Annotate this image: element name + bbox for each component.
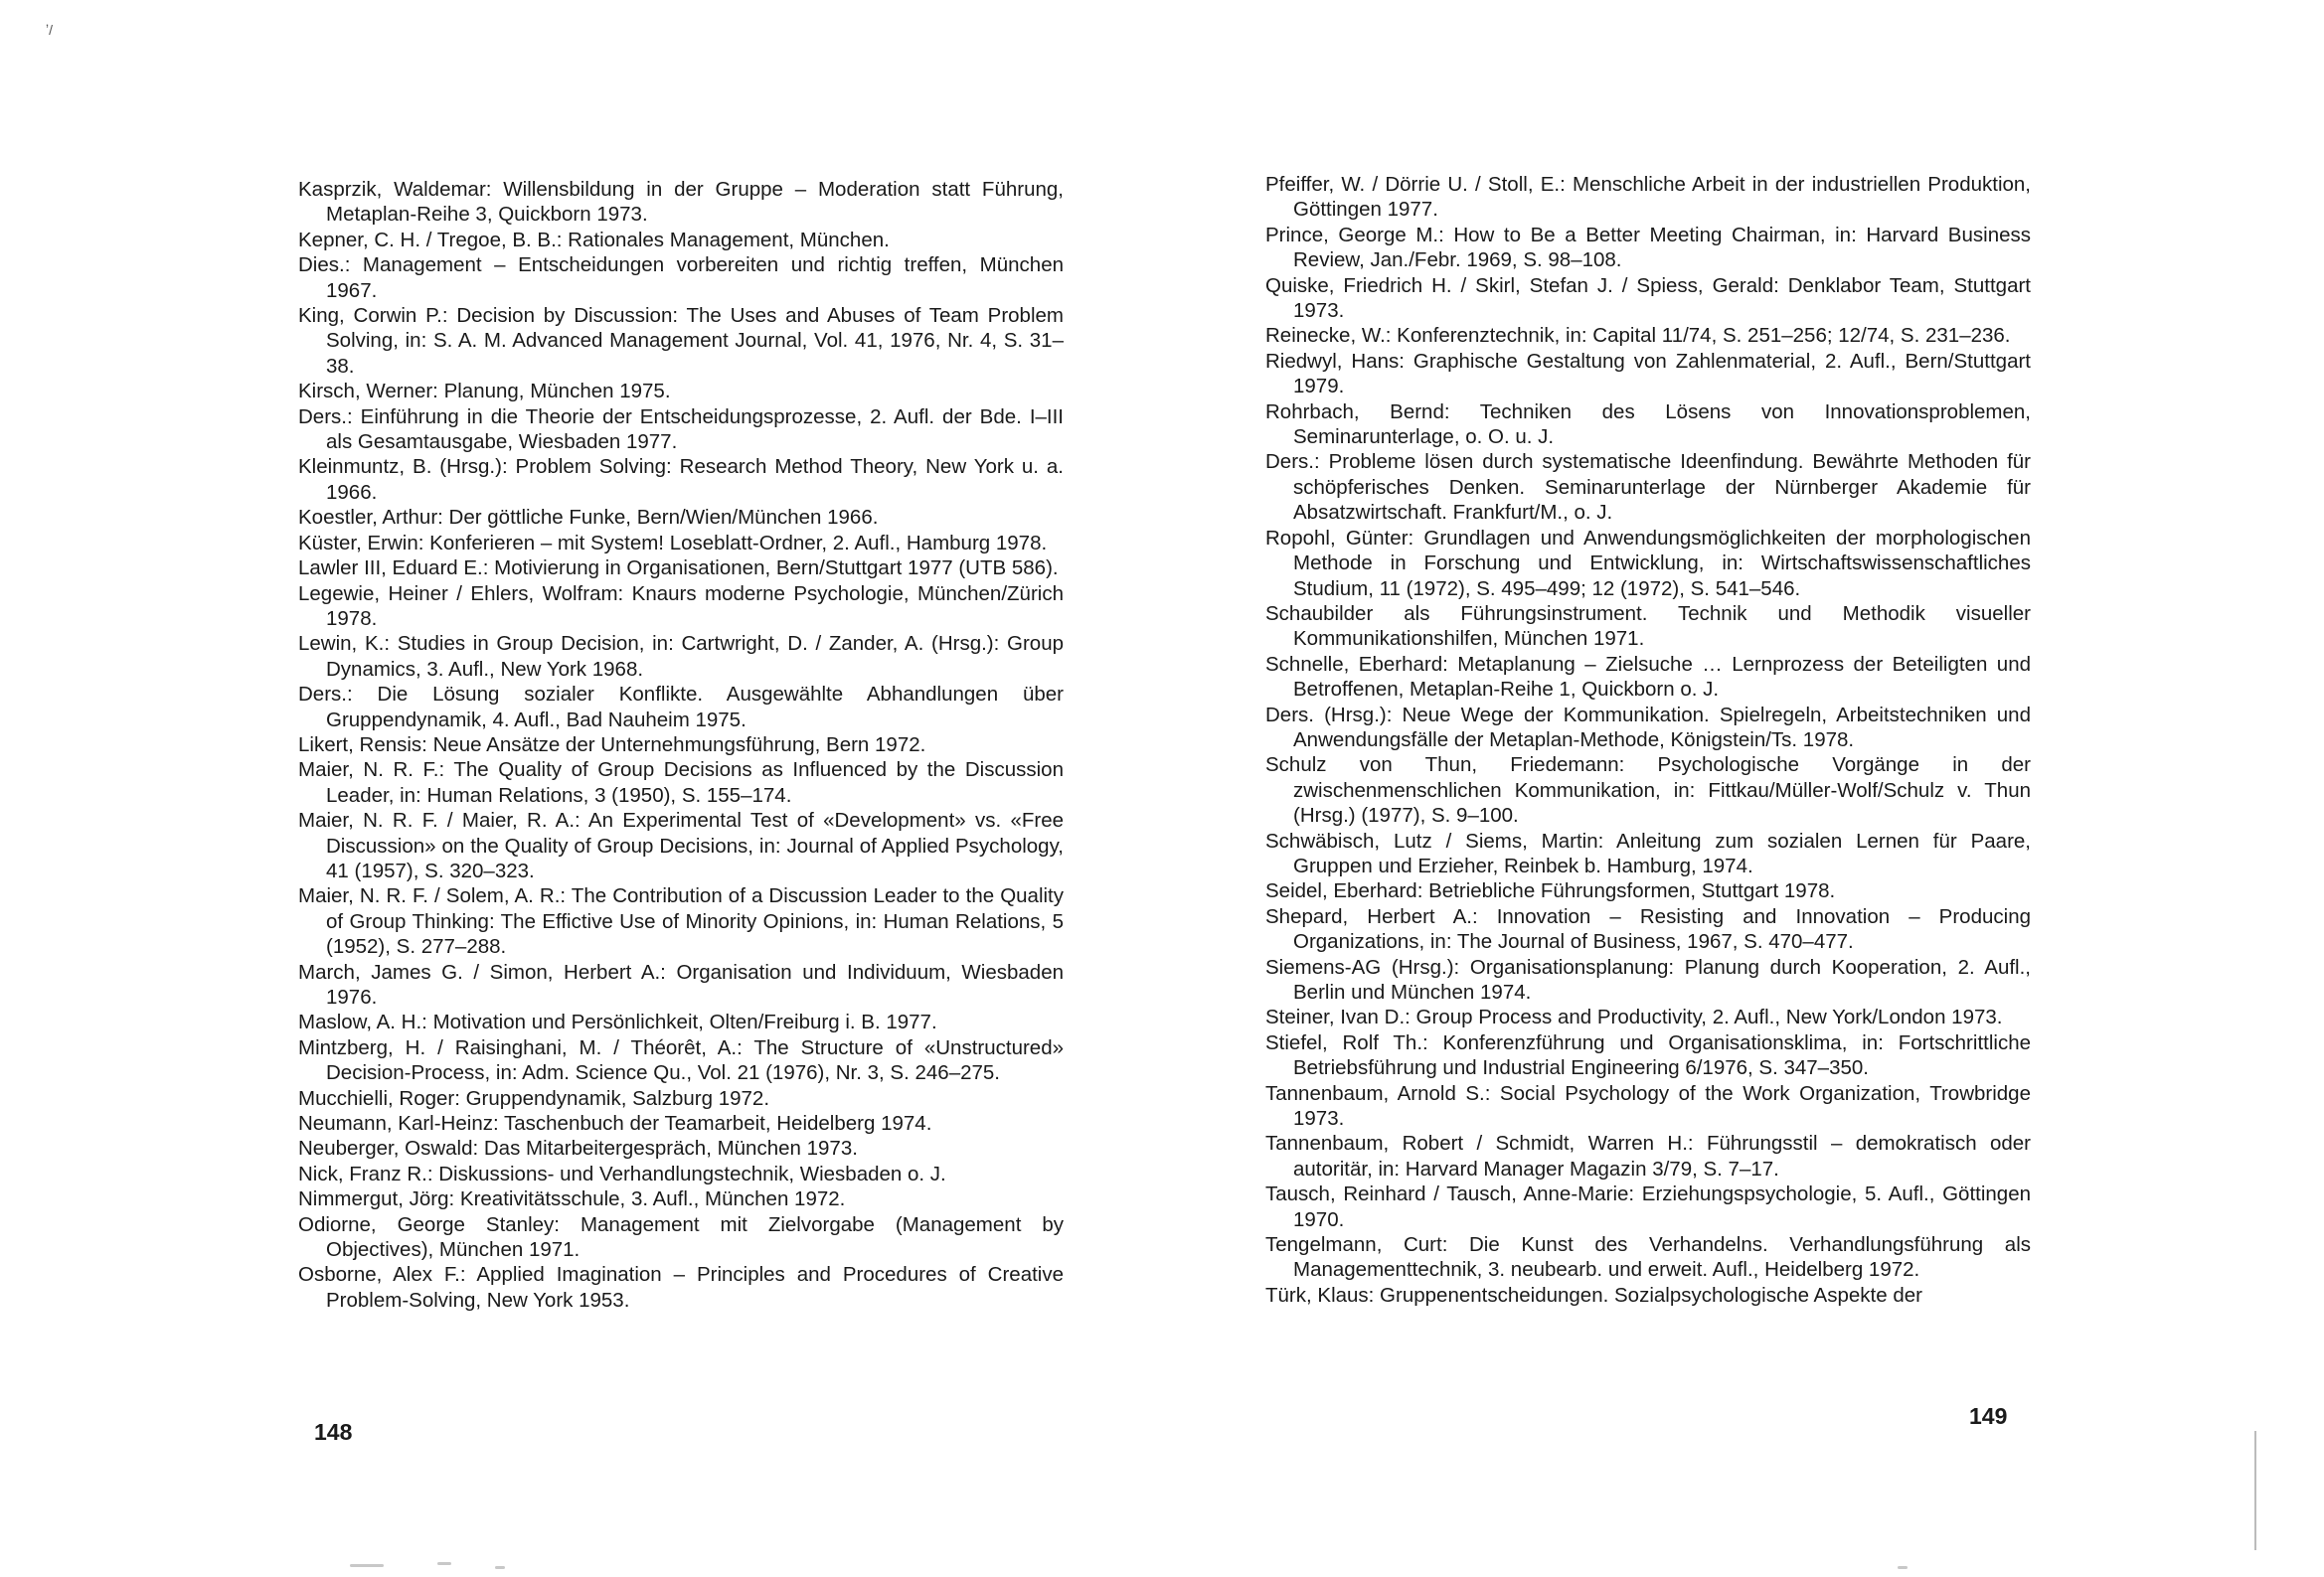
bibliography-entry: Türk, Klaus: Gruppenentscheidungen. Sozialpsychologische Aspekte der (1265, 1283, 1922, 1307)
bibliography-entry: Kleinmuntz, B. (Hrsg.): Problem Solving: Research Method Theory, New York u. a. 1966. (298, 455, 1064, 504)
bibliography-entry: Dies.: Management – Entscheidungen vorbereiten und richtig treffen, München 1967. (298, 253, 1064, 302)
bibliography-entry: Prince, George M.: How to Be a Better Meeting Chairman, in: Harvard Business Review, Jan./Febr. 1969, S. 98–108. (1265, 223, 2031, 272)
bibliography-entry: Likert, Rensis: Neue Ansätze der Unternehmungsführung, Bern 1972. (298, 732, 926, 756)
bibliography-entry: Quiske, Friedrich H. / Skirl, Stefan J. / Spiess, Gerald: Denklabor Team, Stuttgart 1973. (1265, 273, 2031, 323)
bibliography-entry: Stiefel, Rolf Th.: Konferenzführung und Organisationsklima, in: Fortschrittliche Betriebsführung und Industrial Engineering 6/1976, S. 347–350. (1265, 1030, 2031, 1080)
scan-edge-mark (2254, 1431, 2256, 1550)
bibliography-entry: Küster, Erwin: Konferieren – mit System! Loseblatt-Ordner, 2. Aufl., Hamburg 1978. (298, 531, 1048, 554)
bibliography-entry: Lawler III, Eduard E.: Motivierung in Organisationen, Bern/Stuttgart 1977 (UTB 586). (298, 556, 1059, 580)
bibliography-entry: March, James G. / Simon, Herbert A.: Organisation und Individuum, Wiesbaden 1976. (298, 960, 1064, 1009)
page-number: 149 (1969, 1403, 2008, 1429)
right-page (1162, 0, 2324, 1577)
bibliography-entry: Schwäbisch, Lutz / Siems, Martin: Anleitung zum sozialen Lernen für Paare, Gruppen und Erzieher, Reinbek b. Hamburg, 1974. (1265, 829, 2031, 877)
bibliography-entry: Schaubilder als Führungsinstrument. Technik und Methodik visueller Kommunikationshilfen, München 1971. (1265, 601, 2031, 651)
bibliography-entry: King, Corwin P.: Decision by Discussion: The Uses and Abuses of Team Problem Solving, in: S. A. M. Advanced Management Journal, Vol. 41, 1976, Nr. 4, S. 31–38. (298, 304, 1064, 378)
bibliography-entry: Mucchielli, Roger: Gruppendynamik, Salzburg 1972. (298, 1086, 770, 1110)
bibliography-entry: Odiorne, George Stanley: Management mit Zielvorgabe (Management by Objectives), München 1971. (298, 1212, 1064, 1262)
bibliography-entry: Lewin, K.: Studies in Group Decision, in: Cartwright, D. / Zander, A. (Hrsg.): Group Dynamics, 3. Aufl., New York 1968. (298, 632, 1064, 681)
bibliography-entry: Osborne, Alex F.: Applied Imagination – Principles and Procedures of Creative Problem-Solving, New York 1953. (298, 1263, 1064, 1312)
scan-smudge (437, 1562, 451, 1565)
bibliography-entry: Tausch, Reinhard / Tausch, Anne-Marie: Erziehungspsychologie, 5. Aufl., Göttingen 1970. (1265, 1183, 2031, 1231)
scan-smudge (350, 1564, 384, 1567)
bibliography-entry: Pfeiffer, W. / Dörrie U. / Stoll, E.: Menschliche Arbeit in der industriellen Produktion, Göttingen 1977. (1265, 173, 2031, 222)
bibliography-entry: Tannenbaum, Robert / Schmidt, Warren H.: Führungsstil – demokratisch oder autoritär, in: Harvard Manager Magazin 3/79, S. 7–17. (1265, 1132, 2031, 1181)
bibliography-entry: Mintzberg, H. / Raisinghani, M. / Théorêt, A.: The Structure of «Unstructured» Decision-Process, in: Adm. Science Qu., Vol. 21 (1976), Nr. 3, S. 246–275. (298, 1035, 1064, 1085)
bibliography-entry: Ders.: Einführung in die Theorie der Entscheidungsprozesse, 2. Aufl. der Bde. I–III als Gesamtausgabe, Wiesbaden 1977. (298, 404, 1064, 454)
bibliography-entry: Ropohl, Günter: Grundlagen und Anwendungsmöglichkeiten der morphologischen Methode in Forschung und Entwicklung, in: Wirtschaftswissenschaftliches Studium, 11 (1972), S. 495–499; 12 (1972), S. 541–546. (1265, 526, 2031, 600)
bibliography-list-left (298, 177, 1064, 1313)
bibliography-entry: Ders. (Hrsg.): Neue Wege der Kommunikation. Spielregeln, Arbeitstechniken und Anwendungsfälle der Metaplan-Methode, Königstein/Ts. 1978. (1265, 703, 2031, 751)
bibliography-entry: Shepard, Herbert A.: Innovation – Resisting and Innovation – Producing Organizations, in: The Journal of Business, 1967, S. 470–477. (1265, 904, 2031, 954)
bibliography-entry: Schnelle, Eberhard: Metaplanung – Zielsuche … Lernprozess der Beteiligten und Betroffenen, Metaplan-Reihe 1, Quickborn o. J. (1265, 652, 2031, 702)
bibliography-entry: Maier, N. R. F. / Maier, R. A.: An Experimental Test of «Development» vs. «Free Discussion» on the Quality of Group Decisions, in: Journal of Applied Psychology, 41 (1957), S. 320–323. (298, 809, 1064, 882)
bibliography-entry: Neumann, Karl-Heinz: Taschenbuch der Teamarbeit, Heidelberg 1974. (298, 1112, 932, 1136)
bibliography-entry: Kirsch, Werner: Planung, München 1975. (298, 380, 671, 403)
page-number: 148 (314, 1419, 353, 1445)
bibliography-entry: Schulz von Thun, Friedemann: Psychologische Vorgänge in der zwischenmenschlichen Kommunikation, in: Fittkau/Müller-Wolf/Schulz v. Thun (Hrsg.) (1977), S. 9–100. (1265, 753, 2031, 828)
bibliography-entry: Legewie, Heiner / Ehlers, Wolfram: Knaurs moderne Psychologie, München/Zürich 1978. (298, 581, 1064, 630)
bibliography-entry: Kasprzik, Waldemar: Willensbildung in der Gruppe – Moderation statt Führung, Metaplan-Reihe 3, Quickborn 1973. (298, 178, 1064, 227)
bibliography-entry: Maier, N. R. F.: The Quality of Group Decisions as Influenced by the Discussion Leader, in: Human Relations, 3 (1950), S. 155–174. (298, 758, 1064, 807)
bibliography-entry: Ders.: Die Lösung sozialer Konflikte. Ausgewählte Abhandlungen über Gruppendynamik, 4. Aufl., Bad Nauheim 1975. (298, 683, 1064, 731)
bibliography-entry: Reinecke, W.: Konferenztechnik, in: Capital 11/74, S. 251–256; 12/74, S. 231–236. (1265, 324, 2011, 348)
scan-smudge (495, 1566, 505, 1569)
bibliography-entry: Koestler, Arthur: Der göttliche Funke, Bern/Wien/München 1966. (298, 506, 879, 530)
bibliography-entry: Maslow, A. H.: Motivation und Persönlichkeit, Olten/Freiburg i. B. 1977. (298, 1011, 937, 1034)
corner-mark: ʼ/ (46, 22, 53, 38)
bibliography-list-right (1265, 172, 2031, 1308)
bibliography-entry: Neuberger, Oswald: Das Mitarbeitergespräch, München 1973. (298, 1137, 858, 1161)
bibliography-entry: Steiner, Ivan D.: Group Process and Productivity, 2. Aufl., New York/London 1973. (1265, 1006, 2003, 1029)
bibliography-entry: Kepner, C. H. / Tregoe, B. B.: Rationales Management, München. (298, 228, 890, 251)
bibliography-entry: Tengelmann, Curt: Die Kunst des Verhandelns. Verhandlungsführung als Managementtechnik, 3. neubearb. und erweit. Aufl., Heidelberg 1972. (1265, 1233, 2031, 1282)
bibliography-entry: Siemens-AG (Hrsg.): Organisationsplanung: Planung durch Kooperation, 2. Aufl., Berlin und München 1974. (1265, 955, 2031, 1004)
scan-smudge (1898, 1566, 1908, 1569)
bibliography-entry: Ders.: Probleme lösen durch systematische Ideenfindung. Bewährte Methoden für schöpferisches Denken. Seminarunterlage der Nürnberger Akademie für Absatzwirtschaft. Frankfurt/M., o. J. (1265, 450, 2031, 525)
bibliography-entry: Riedwyl, Hans: Graphische Gestaltung von Zahlenmaterial, 2. Aufl., Bern/Stuttgart 1979. (1265, 349, 2031, 398)
bibliography-entry: Nick, Franz R.: Diskussions- und Verhandlungstechnik, Wiesbaden o. J. (298, 1162, 946, 1185)
bibliography-entry: Rohrbach, Bernd: Techniken des Lösens von Innovationsproblemen, Seminarunterlage, o. O. u. J. (1265, 399, 2031, 449)
bibliography-entry: Seidel, Eberhard: Betriebliche Führungsformen, Stuttgart 1978. (1265, 879, 1836, 903)
bibliography-entry: Nimmergut, Jörg: Kreativitätsschule, 3. Aufl., München 1972. (298, 1187, 846, 1211)
bibliography-entry: Maier, N. R. F. / Solem, A. R.: The Contribution of a Discussion Leader to the Quality of Group Thinking: The Effictive Use of Minority Opinions, in: Human Relations, 5 (1952), S. 277–288. (298, 884, 1064, 959)
bibliography-entry: Tannenbaum, Arnold S.: Social Psychology of the Work Organization, Trowbridge 1973. (1265, 1081, 2031, 1131)
